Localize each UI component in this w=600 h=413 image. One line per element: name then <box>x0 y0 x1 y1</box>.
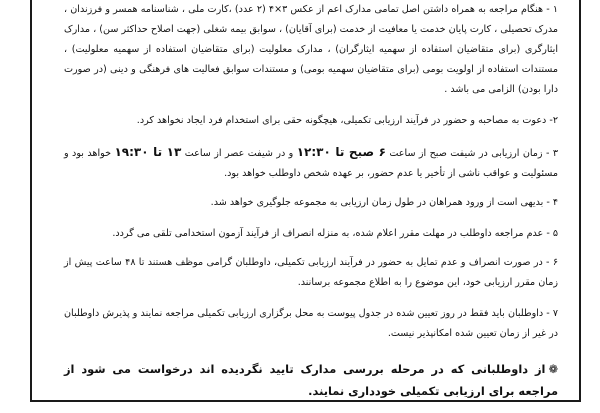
item-text: خواهد بود و مسئولیت و عواقب ناشی از تأخیر یا عدم حضور، بر عهده شخص داوطلب خواهد بود. <box>64 148 558 179</box>
item-text: و در شیفت عصر از ساعت <box>181 148 297 159</box>
evening-shift-time: ۱۳ تا ۱۹:۳۰ <box>114 145 182 159</box>
list-item: ۱ - هنگام مراجعه به همراه داشتن اصل تمامی مدارک اعم از عکس ۳×۴ (۲ عدد) ،کارت ملی ، شناسنامه همسر و فرزندان ، مدرک تحصیلی ، کارت پایان خدمت یا معافیت از خدمت (برای آقایان) ، سوابق بیمه شغلی (جهت اصلاح حداکثر سن) ، مدارک ایثارگری (برای متقاضیان استفاده از سهمیه ایثارگران) ، مدارک معلولیت (برای متقاضیان استفاده از سهمیه معلولیت) ، مستندات استفاده از اولویت بومی (برای متقاضیان سهمیه بومی) و مستندات سوابق فعالیت های فرهنگی و دینی (در صورت دارا بودن) الزامی می باشد . <box>64 4 558 95</box>
important-note <box>64 358 558 402</box>
list-item: ۴ - بدیهی است از ورود همراهان در طول زمان ارزیابی به مجموعه جلوگیری خواهد شد. <box>210 197 558 208</box>
item-text: ۳ - زمان ارزیابی در شیفت صبح از ساعت <box>385 148 559 159</box>
instructions-list <box>64 0 558 413</box>
flower-icon: ❁ <box>548 362 558 376</box>
list-item: ۲- دعوت به مصاحبه و حضور در فرآیند ارزیابی تکمیلی، هیچگونه حقی برای استخدام فرد ایجاد نخواهد کرد. <box>136 115 558 126</box>
list-item: ۶ - در صورت انصراف و عدم تمایل به حضور در فرآیند ارزیابی تکمیلی، داوطلبان گرامی موظف هستند تا ۴۸ ساعت پیش از زمان مقرر ارزیابی خود، این موضوع را به اطلاع مجموعه برسانند. <box>64 257 558 288</box>
list-item: ۵ - عدم مراجعه داوطلب در مهلت مقرر اعلام شده، به منزله انصراف از فرآیند آزمون استخدامی تلقی می گردد. <box>112 228 558 239</box>
list-item: ۷ - داوطلبان باید فقط در روز تعیین شده در جدول پیوست به محل برگزاری ارزیابی تکمیلی مراجعه نمایند و پذیرش داوطلبان در غیر از زمان تعیین شده امکانپذیر نیست. <box>64 308 558 339</box>
morning-shift-time: ۶ صبح تا ۱۲:۳۰ <box>296 145 386 159</box>
note-text: از داوطلبانی که در مرحله بررسی مدارک تایید نگردیده اند درخواست می شود از مراجعه برای ارزیابی تکمیلی خودداری نمایند. <box>64 362 558 398</box>
list-item <box>64 142 558 184</box>
